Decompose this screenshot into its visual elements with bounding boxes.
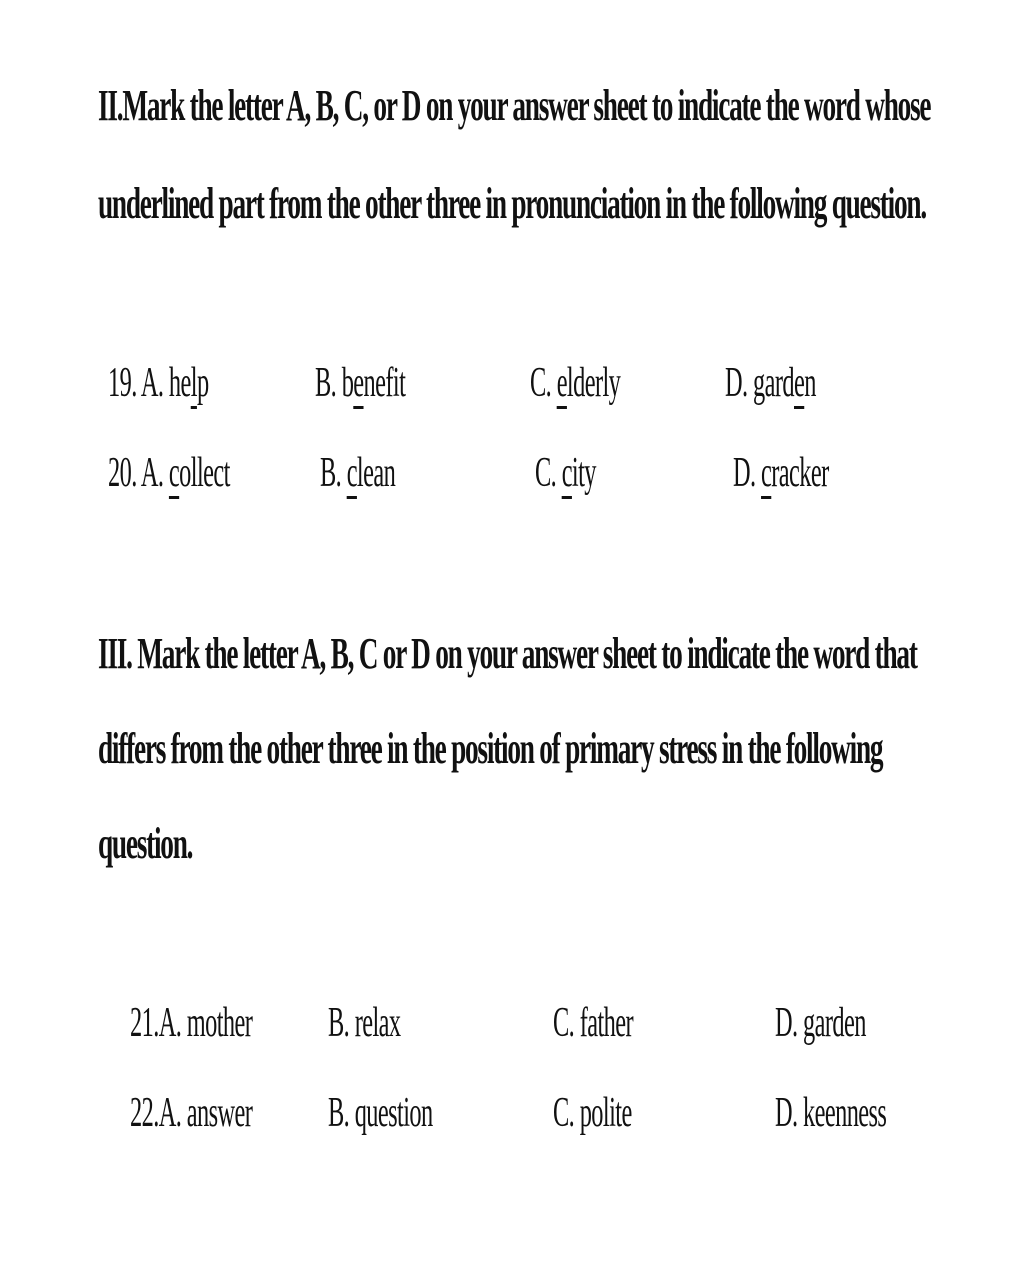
question-20-option-c bbox=[535, 452, 596, 494]
question-21-option-c: C. father bbox=[553, 1000, 634, 1046]
section-3-instructions bbox=[98, 629, 917, 917]
question-22-option-c: C. polite bbox=[553, 1090, 632, 1136]
question-19-option-b bbox=[315, 362, 405, 404]
section-2-instructions bbox=[98, 81, 931, 280]
question-number: 19. bbox=[108, 360, 137, 406]
option-text: ity bbox=[571, 450, 596, 496]
option-text: B. bbox=[320, 450, 347, 496]
question-21-option-d: D. garden bbox=[775, 1000, 866, 1046]
question-number: 22. bbox=[130, 1090, 159, 1136]
section-3-heading-line-3: question. bbox=[98, 819, 193, 868]
option-text: C. bbox=[530, 360, 557, 406]
question-19 bbox=[0, 362, 1024, 432]
underlined-letter: e bbox=[353, 360, 364, 406]
question-22-option-a bbox=[130, 1092, 252, 1134]
question-19-option-a bbox=[108, 362, 209, 404]
underlined-letter: c bbox=[761, 450, 772, 496]
question-19-option-c bbox=[530, 362, 620, 404]
question-19-option-d bbox=[725, 362, 816, 404]
option-text: lean bbox=[356, 450, 396, 496]
option-text: D. bbox=[733, 450, 762, 496]
option-text: racker bbox=[771, 450, 829, 496]
underlined-letter: c bbox=[561, 450, 572, 496]
question-20-option-a bbox=[108, 452, 230, 494]
question-20-option-d bbox=[733, 452, 829, 494]
option-text: B. b bbox=[315, 360, 354, 406]
option-text: A. bbox=[140, 450, 169, 496]
underlined-letter: c bbox=[168, 450, 180, 496]
underlined-letter: e bbox=[556, 360, 567, 406]
section-3-heading-line-2: differs from the other three in the position of primary stress in the following bbox=[98, 724, 883, 773]
option-text: A. answer bbox=[158, 1090, 253, 1136]
option-text: p bbox=[196, 360, 209, 406]
option-text: nefit bbox=[363, 360, 406, 406]
question-21 bbox=[0, 1002, 1024, 1072]
section-2-heading-line-2: underlined part from the other three in pronunciation in the following question. bbox=[98, 179, 926, 228]
option-text: n bbox=[804, 360, 816, 406]
question-20-option-b bbox=[320, 452, 395, 494]
underlined-letter: e bbox=[794, 360, 805, 406]
question-21-option-b: B. relax bbox=[328, 1000, 401, 1046]
question-21-option-a bbox=[130, 1002, 252, 1044]
option-text: D. gard bbox=[725, 360, 795, 406]
option-text: A. mother bbox=[158, 1000, 253, 1046]
question-number: 20. bbox=[108, 450, 137, 496]
question-20 bbox=[0, 452, 1024, 522]
section-2-heading-line-1: II.Mark the letter A, B, C, or D on your answer sheet to indicate the word whose bbox=[98, 81, 931, 130]
option-text: C. bbox=[535, 450, 562, 496]
option-text: ollect bbox=[179, 450, 230, 496]
section-3-heading-line-1: III. Mark the letter A, B, C or D on your answer sheet to indicate the word that bbox=[98, 629, 917, 678]
question-22-option-b: B. question bbox=[328, 1090, 433, 1136]
underlined-letter: c bbox=[346, 450, 357, 496]
question-number: 21. bbox=[130, 1000, 159, 1046]
underlined-letter: l bbox=[190, 360, 197, 406]
question-22-option-d: D. keenness bbox=[775, 1090, 887, 1136]
option-text: lderly bbox=[566, 360, 621, 406]
question-22 bbox=[0, 1092, 1024, 1162]
option-text: A. he bbox=[140, 360, 191, 406]
